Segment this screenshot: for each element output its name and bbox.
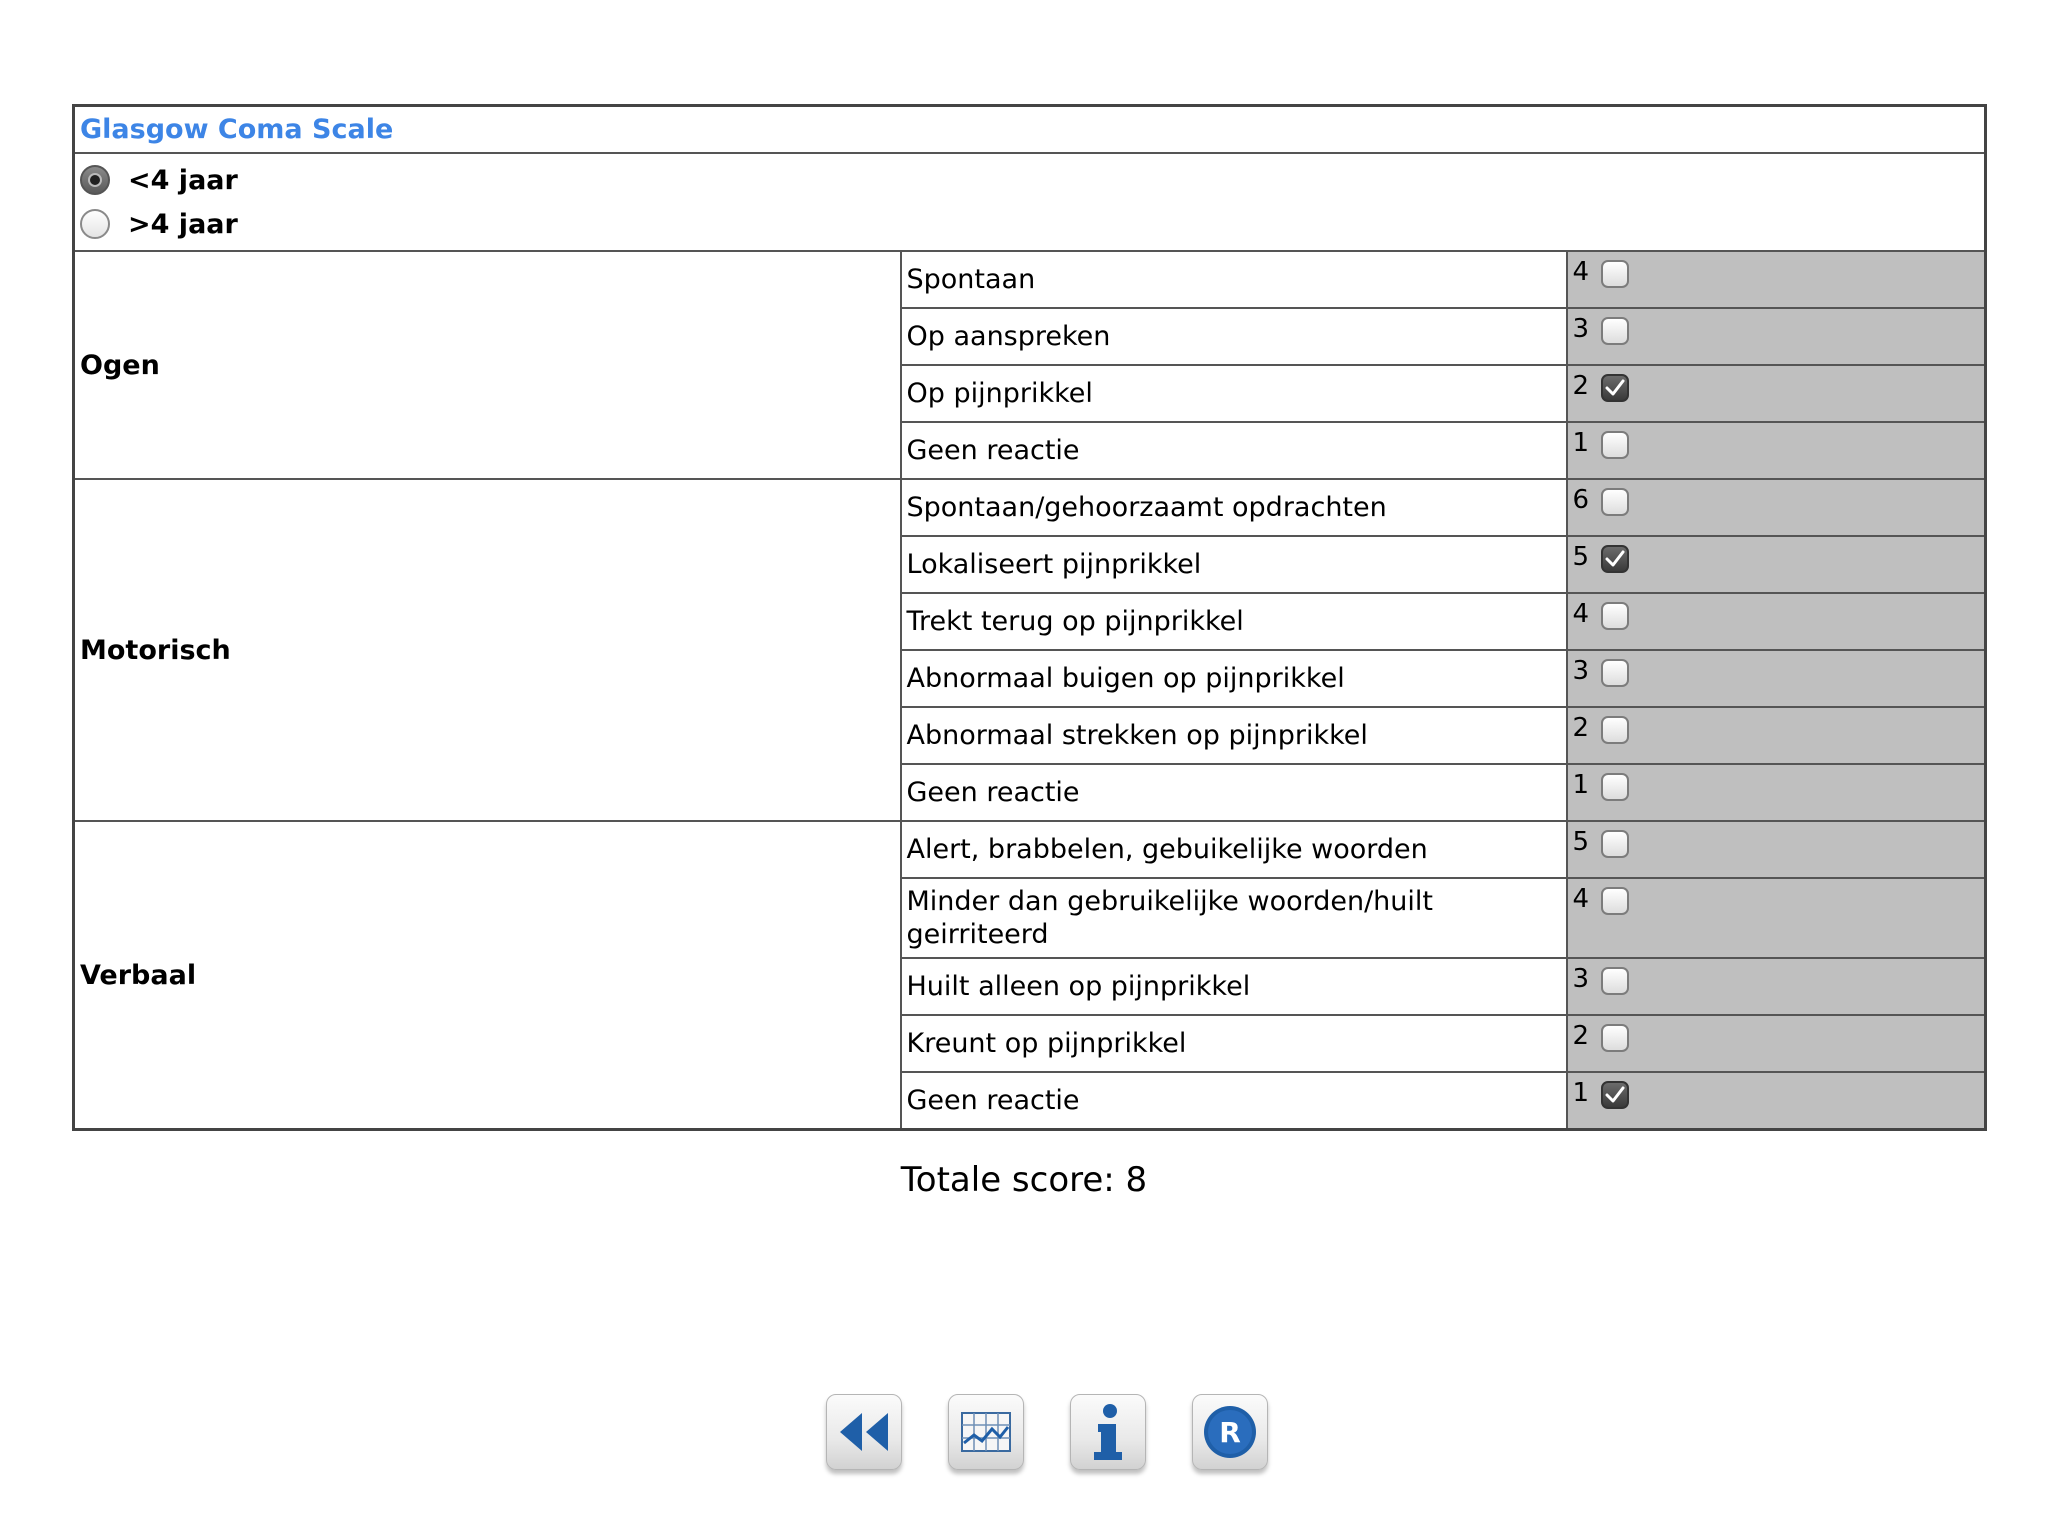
score-cell bbox=[1567, 308, 1986, 365]
score-value: 2 bbox=[1572, 1021, 1590, 1051]
gcs-table bbox=[72, 104, 1987, 1131]
score-value: 2 bbox=[1572, 371, 1590, 401]
option-label: Minder dan gebruikelijke woorden/huilt geirriteerd bbox=[901, 878, 1567, 958]
score-value: 1 bbox=[1572, 770, 1590, 800]
option-label: Spontaan/gehoorzaamt opdrachten bbox=[901, 479, 1567, 536]
score-checkbox[interactable] bbox=[1601, 602, 1629, 630]
chart-icon bbox=[960, 1411, 1012, 1453]
bottom-toolbar bbox=[826, 1394, 1268, 1470]
option-row bbox=[74, 479, 1986, 536]
score-checkbox[interactable] bbox=[1601, 716, 1629, 744]
age-radio-over-4[interactable] bbox=[80, 209, 110, 239]
score-checkbox[interactable] bbox=[1601, 260, 1629, 288]
score-checkbox[interactable] bbox=[1601, 830, 1629, 858]
score-checkbox[interactable] bbox=[1601, 1081, 1629, 1109]
score-cell bbox=[1567, 1015, 1986, 1072]
score-checkbox[interactable] bbox=[1601, 488, 1629, 516]
option-label: Abnormaal buigen op pijnprikkel bbox=[901, 650, 1567, 707]
score-value: 1 bbox=[1572, 1078, 1590, 1108]
option-label: Op pijnprikkel bbox=[901, 365, 1567, 422]
option-label: Op aanspreken bbox=[901, 308, 1567, 365]
score-cell bbox=[1567, 422, 1986, 479]
score-checkbox[interactable] bbox=[1601, 967, 1629, 995]
category-label-motorisch: Motorisch bbox=[74, 479, 901, 821]
score-checkbox[interactable] bbox=[1601, 317, 1629, 345]
score-cell bbox=[1567, 764, 1986, 821]
age-option-over-4[interactable] bbox=[80, 202, 1979, 246]
score-value: 5 bbox=[1572, 542, 1590, 572]
checkmark-icon bbox=[1605, 550, 1625, 568]
score-value: 3 bbox=[1572, 314, 1590, 344]
svg-text:R: R bbox=[1219, 1416, 1241, 1449]
option-label: Kreunt op pijnprikkel bbox=[901, 1015, 1567, 1072]
checkmark-icon bbox=[1605, 1086, 1625, 1104]
score-cell bbox=[1567, 365, 1986, 422]
category-label-ogen: Ogen bbox=[74, 251, 901, 479]
score-cell bbox=[1567, 878, 1986, 958]
score-checkbox[interactable] bbox=[1601, 1024, 1629, 1052]
score-cell bbox=[1567, 1072, 1986, 1130]
score-value: 2 bbox=[1572, 713, 1590, 743]
score-value: 4 bbox=[1572, 599, 1590, 629]
age-radio-under-4[interactable] bbox=[80, 165, 110, 195]
score-checkbox[interactable] bbox=[1601, 431, 1629, 459]
option-label: Trekt terug op pijnprikkel bbox=[901, 593, 1567, 650]
option-label: Huilt alleen op pijnprikkel bbox=[901, 958, 1567, 1015]
option-label: Alert, brabbelen, gebuikelijke woorden bbox=[901, 821, 1567, 878]
score-value: 3 bbox=[1572, 656, 1590, 686]
score-checkbox[interactable] bbox=[1601, 887, 1629, 915]
score-cell bbox=[1567, 251, 1986, 308]
info-button[interactable] bbox=[1070, 1394, 1146, 1470]
option-label: Lokaliseert pijnprikkel bbox=[901, 536, 1567, 593]
title-cell bbox=[74, 106, 1986, 154]
option-label: Spontaan bbox=[901, 251, 1567, 308]
option-row bbox=[74, 251, 1986, 308]
score-checkbox[interactable] bbox=[1601, 374, 1629, 402]
back-button[interactable] bbox=[826, 1394, 902, 1470]
age-selector bbox=[74, 153, 1986, 251]
chart-button[interactable] bbox=[948, 1394, 1024, 1470]
age-label-under-4: <4 jaar bbox=[128, 164, 238, 196]
score-value: 4 bbox=[1572, 884, 1590, 914]
option-label: Geen reactie bbox=[901, 422, 1567, 479]
checkmark-icon bbox=[1605, 379, 1625, 397]
score-cell bbox=[1567, 593, 1986, 650]
total-score: Totale score: 8 bbox=[900, 1160, 1148, 1200]
score-value: 3 bbox=[1572, 964, 1590, 994]
option-label: Geen reactie bbox=[901, 764, 1567, 821]
info-icon bbox=[1088, 1402, 1128, 1462]
score-checkbox[interactable] bbox=[1601, 545, 1629, 573]
option-label: Geen reactie bbox=[901, 1072, 1567, 1130]
score-cell bbox=[1567, 707, 1986, 764]
score-value: 1 bbox=[1572, 428, 1590, 458]
score-value: 6 bbox=[1572, 485, 1590, 515]
option-label: Abnormaal strekken op pijnprikkel bbox=[901, 707, 1567, 764]
page-title: Glasgow Coma Scale bbox=[80, 114, 394, 145]
category-label-verbaal: Verbaal bbox=[74, 821, 901, 1130]
score-value: 5 bbox=[1572, 827, 1590, 857]
age-label-over-4: >4 jaar bbox=[128, 208, 238, 240]
rewind-icon bbox=[836, 1409, 892, 1455]
score-cell bbox=[1567, 821, 1986, 878]
score-checkbox[interactable] bbox=[1601, 773, 1629, 801]
score-cell bbox=[1567, 958, 1986, 1015]
score-cell bbox=[1567, 650, 1986, 707]
reference-button[interactable] bbox=[1192, 1394, 1268, 1470]
score-cell bbox=[1567, 479, 1986, 536]
score-value: 4 bbox=[1572, 257, 1590, 287]
age-option-under-4[interactable] bbox=[80, 158, 1979, 202]
score-cell bbox=[1567, 536, 1986, 593]
r-circle-icon bbox=[1202, 1404, 1258, 1460]
option-row bbox=[74, 821, 1986, 878]
score-checkbox[interactable] bbox=[1601, 659, 1629, 687]
